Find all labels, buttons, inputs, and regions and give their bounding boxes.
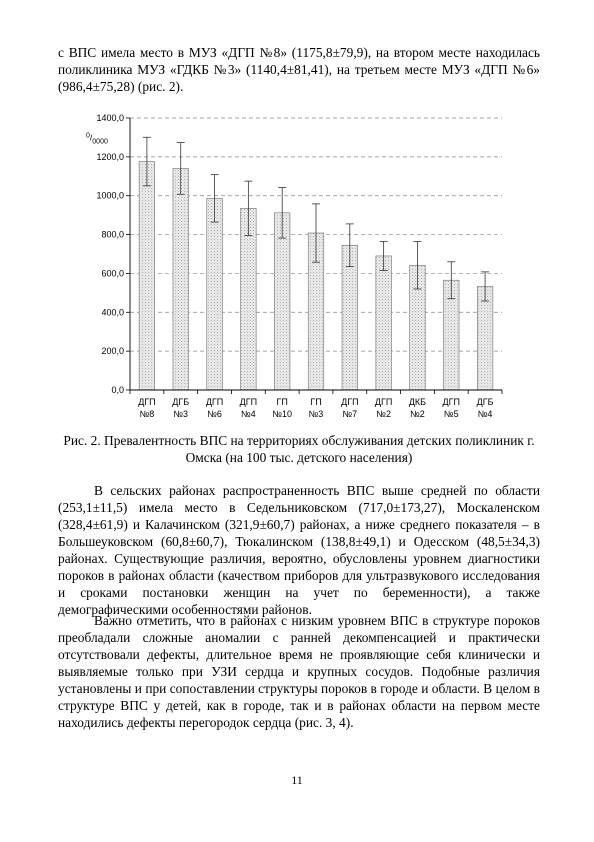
bar (173, 168, 189, 390)
paragraph-structure: Важно отметить, что в районах с низким уровнем ВПС в структуре пороков преобладали сложные аномалии с ранней декомпенсацией и практически отсутствовали дефекты, длительное время не проявляющие себя клинически и выявляемые только при УЗИ сердца и крупных сосудов. Подобные различия установлены и при сопоставлении структуры пороков в городе и области. В целом в структуре ВПС у детей, как в городе, так и в районах области на первом месте находились дефекты перегородок сердца (рис. 3, 4). (58, 613, 540, 730)
x-category-label: ДКБ №2 (408, 397, 427, 419)
bar (207, 198, 223, 390)
y-tick-label: 1400,0 (96, 113, 124, 123)
bar (274, 213, 290, 390)
x-category-label: ДГП №5 (442, 397, 460, 419)
x-category-label: ДГБ №4 (476, 397, 494, 419)
page-number: 11 (291, 773, 303, 787)
x-category-label: ДГП №6 (205, 397, 224, 419)
x-category-label: ДГП №2 (374, 397, 393, 419)
prevalence-bar-chart (58, 110, 540, 430)
paragraph-rural-districts: В сельских районах распространенность ВПС выше средней по области (253,1±11,5) имела место в Седельниковском (717,0±173,27), Москаленском (328,4±61,9) и Калачинском (321,9±60,7) районах, а ниже среднего показателя – в Большеуковском (60,8±60,7), Тюкалинском (138,8±49,1) и Одесском (48,5±34,3) районах. Существующие различия, вероятно, обусловлены уровнем диагностики пороков в районах области (качеством приборов для ультразвукового исследования и сроками постановки женщин на учет по беременности), а также демографическими особенностями районов. (58, 483, 540, 617)
intro-paragraph: с ВПС имела место в МУЗ «ДГП №8» (1175,8±79,9), на втором месте находилась поликлиника МУЗ «ГДКБ №3» (1140,4±81,41), на третьем месте МУЗ «ДГП №6» (986,4±75,28) (рис. 2). (58, 45, 540, 94)
x-category-label: ДГП №4 (239, 397, 258, 419)
y-tick-label: 1200,0 (96, 151, 124, 162)
bar (376, 256, 392, 390)
y-tick-label: 600,0 (101, 268, 124, 279)
bar (477, 286, 493, 390)
y-tick-label: 0,0 (111, 385, 124, 395)
y-unit-label: $^0/_{0000}$ (86, 132, 108, 146)
x-category-label: ГП №3 (308, 397, 324, 419)
x-category-label: ДГБ №3 (172, 397, 190, 419)
y-tick-label: 200,0 (101, 346, 124, 357)
figure-caption: Рис. 2. Превалентность ВПС на территориях обслуживания детских поликлиник г. Омска (на 100 тыс. детского населения) (63, 433, 535, 465)
y-tick-label: 400,0 (101, 307, 124, 318)
x-category-label: ДГП №8 (138, 397, 156, 419)
x-category-label: ГП №10 (272, 397, 293, 419)
bar (139, 162, 155, 390)
x-category-label: ДГП №7 (341, 397, 359, 419)
y-tick-label: 800,0 (101, 229, 124, 240)
y-tick-label: 1000,0 (96, 190, 124, 201)
